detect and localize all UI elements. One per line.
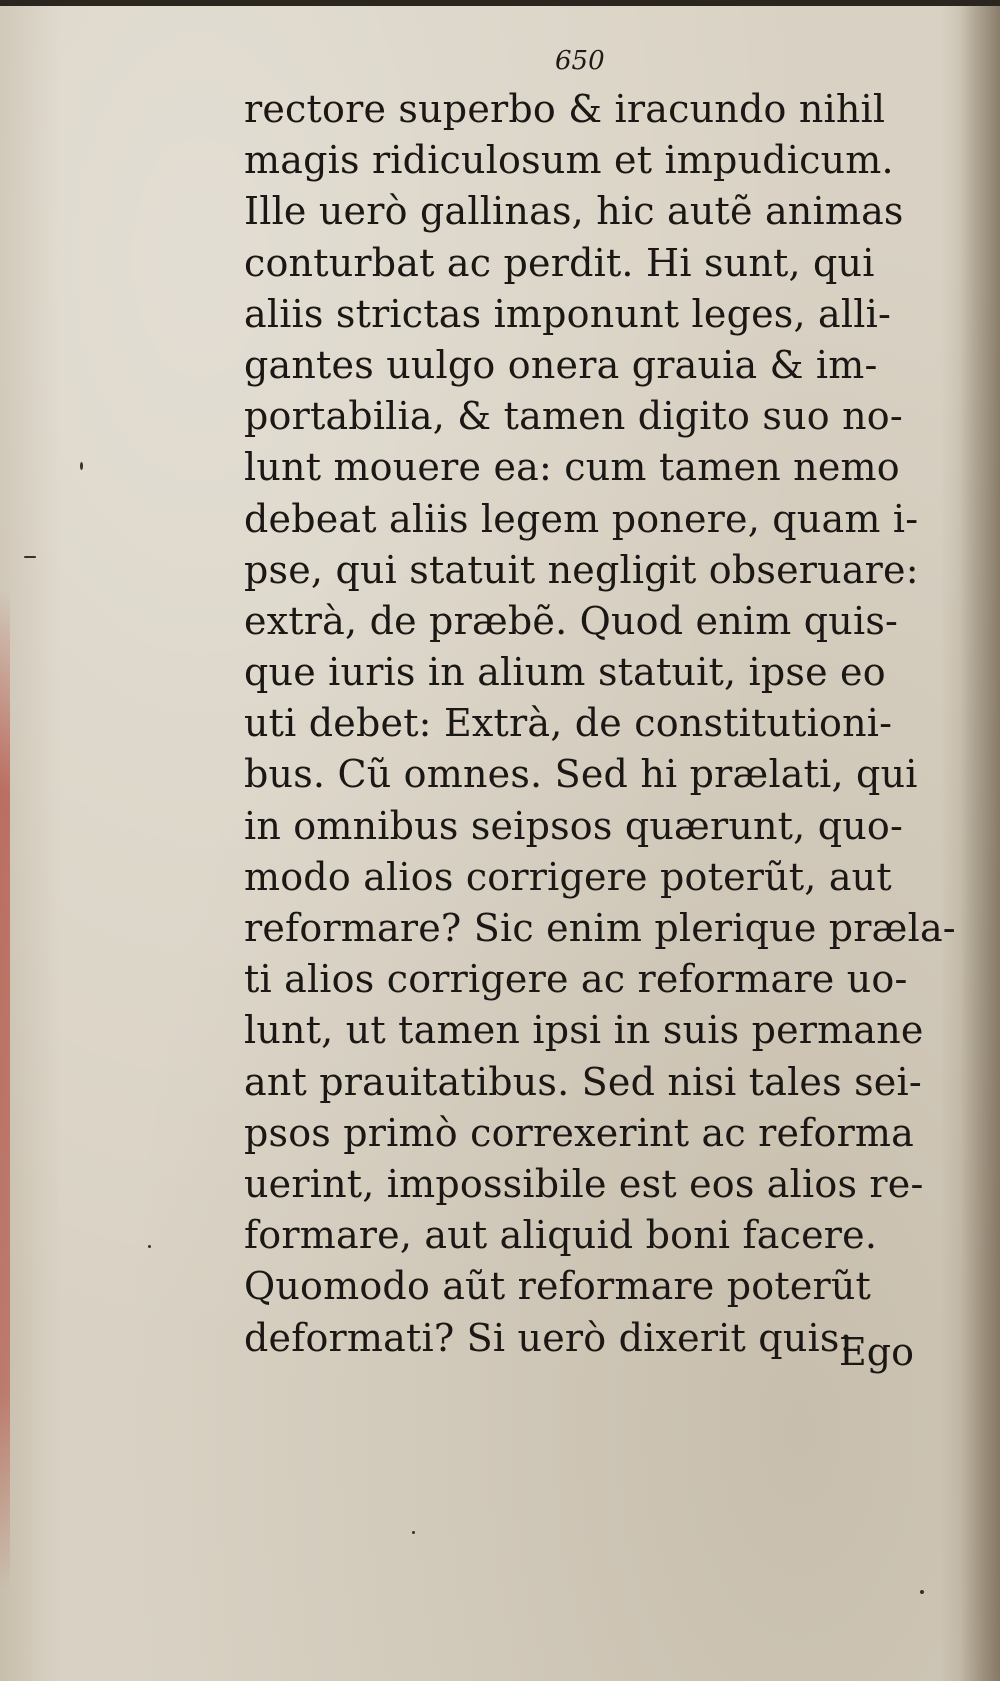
text-line: portabilia, & tamen digito suo no- [244, 394, 903, 439]
page-edge-stain [0, 590, 10, 1590]
text-line: deformati? Si uerò dixerit quis: [244, 1315, 853, 1360]
text-line: uerint, impossibile est eos alios re- [244, 1161, 924, 1206]
text-line: gantes uulgo onera grauia & im- [244, 342, 878, 387]
text-line: bus. Cũ omnes. Sed hi prælati, qui [244, 752, 918, 797]
text-line: rectore superbo & iracundo nihil [244, 87, 886, 131]
text-line: modo alios corrigere poterũt, aut [244, 854, 892, 899]
text-line: reformare? Sic enim plerique præla- [244, 906, 956, 950]
text-line: uti debet: Extrà, de constitutioni- [244, 701, 893, 746]
paper-speck [412, 1531, 415, 1534]
text-line: lunt mouere ea: cum tamen nemo [244, 445, 900, 490]
text-line: lunt, ut tamen ipsi in suis permane [244, 1008, 924, 1053]
paper-speck [920, 1590, 924, 1594]
text-line: in omnibus seipsos quærunt, quo- [244, 803, 904, 848]
catchword: Ego [839, 1330, 914, 1374]
paper-speck [148, 1245, 151, 1248]
body-text [244, 84, 956, 1364]
text-line: extrà, de præbẽ. Quod enim quis- [244, 598, 899, 643]
text-line: debeat aliis legem ponere, quam i- [244, 496, 919, 541]
text-line: psos primò correxerint ac reforma [244, 1110, 915, 1155]
page-number: 650 [555, 46, 605, 76]
text-line: que iuris in alium statuit, ipse eo [244, 650, 886, 695]
text-line: formare, aut aliquid boni facere. [244, 1213, 878, 1258]
text-line: conturbat ac perdit. Hi sunt, qui [244, 240, 875, 285]
page-gutter-shadow [960, 6, 1000, 1681]
text-line: ant prauitatibus. Sed nisi tales sei- [244, 1059, 922, 1104]
paper-speck [24, 556, 36, 558]
text-line: pse, qui statuit negligit obseruare: [244, 547, 919, 592]
text-line: aliis strictas imponunt leges, alli- [244, 291, 892, 336]
paper-speck [80, 462, 83, 470]
text-line: Ille uerò gallinas, hic autẽ animas [244, 189, 904, 234]
text-line: Quomodo aũt reformare poterũt [244, 1264, 872, 1309]
text-line: magis ridiculosum et impudicum. [244, 138, 894, 183]
text-line: ti alios corrigere ac reformare uo- [244, 957, 908, 1002]
